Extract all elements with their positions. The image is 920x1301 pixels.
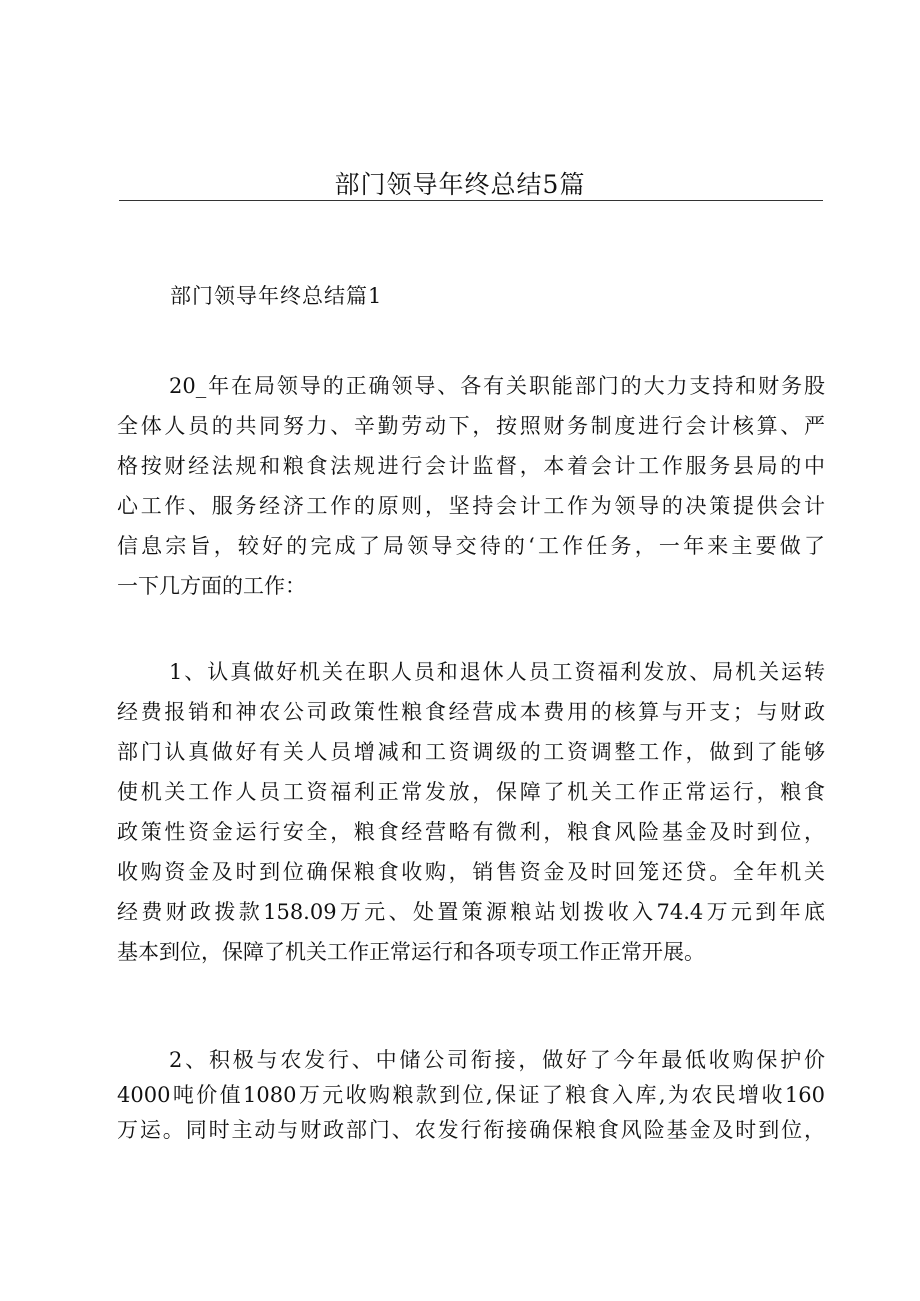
paragraph-1 [117, 366, 825, 606]
paragraph-line: 万运。同时主动与财政部门、农发行衔接确保粮食风险基金及时到位， [117, 1118, 825, 1142]
paragraph-line: 部门认真做好有关人员增减和工资调级的工资调整工作，做到了能够 [117, 740, 825, 764]
title-underline [119, 200, 823, 201]
paragraph-line: 经费报销和神农公司政策性粮食经营成本费用的核算与开支；与财政 [117, 700, 825, 724]
paragraph-line: 一下几方面的工作： [117, 574, 306, 598]
paragraph-line: 政策性资金运行安全，粮食经营略有微利，粮食风险基金及时到位， [117, 820, 825, 844]
section-heading: 部门领导年终总结篇1 [170, 284, 383, 308]
paragraph-line: 收购资金及时到位确保粮食收购，销售资金及时回笼还贷。全年机关 [117, 860, 825, 884]
paragraph-line: 格按财经法规和粮食法规进行会计监督，本着会计工作服务县局的中 [117, 454, 825, 478]
paragraph-line: 心工作、服务经济工作的原则，坚持会计工作为领导的决策提供会计 [117, 494, 825, 518]
paragraph-3 [117, 1043, 825, 1148]
paragraph-line: 信息宗旨，较好的完成了局领导交待的‘工作任务，一年来主要做了 [117, 534, 825, 558]
paragraph-line: 4000吨价值1080万元收购粮款到位,保证了粮食入库,为农民增收160 [117, 1083, 825, 1107]
paragraph-line: 2、积极与农发行、中储公司衔接，做好了今年最低收购保护价 [169, 1048, 825, 1072]
paragraph-line: 经费财政拨款158.09万元、处置策源粮站划拨收入74.4万元到年底 [117, 900, 825, 924]
paragraph-line: 基本到位，保障了机关工作正常运行和各项专项工作正常开展。 [117, 940, 705, 964]
paragraph-2 [117, 652, 825, 972]
paragraph-line: 20_年在局领导的正确领导、各有关职能部门的大力支持和财务股 [169, 374, 825, 398]
paragraph-line: 使机关工作人员工资福利正常发放，保障了机关工作正常运行，粮食 [117, 780, 825, 804]
document-title: 部门领导年终总结5篇 [334, 170, 586, 199]
paragraph-line: 1、认真做好机关在职人员和退休人员工资福利发放、局机关运转 [169, 660, 825, 684]
paragraph-line: 全体人员的共同努力、辛勤劳动下，按照财务制度进行会计核算、严 [117, 414, 825, 438]
